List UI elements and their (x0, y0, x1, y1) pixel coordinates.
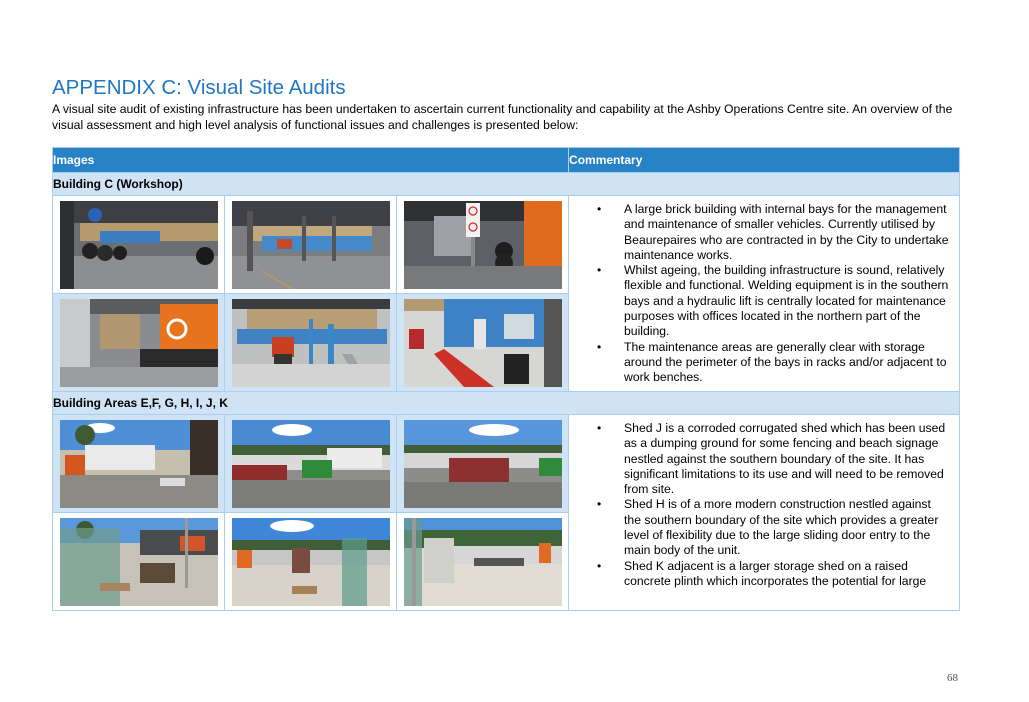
photo-cell (53, 294, 225, 392)
column-header-images: Images (53, 148, 569, 173)
yard-photo-1 (60, 420, 218, 508)
commentary-cell (569, 196, 960, 392)
section-row (53, 392, 960, 415)
workshop-photo-3 (404, 201, 562, 289)
photo-cell (53, 196, 225, 294)
commentary-list (569, 421, 949, 589)
commentary-bullet: • A large brick building with internal bays for the management and maintenance of smaller vehicles. Currently utilised by Beaurepaires who are contracted in by the City to undertake maintenance works. (624, 202, 949, 263)
commentary-list (569, 202, 949, 386)
photo-cell (397, 294, 569, 392)
commentary-cell (569, 415, 960, 611)
image-row (53, 196, 960, 294)
section-heading: Building Areas E,F, G, H, I, J, K (53, 392, 960, 415)
photo-cell (397, 513, 569, 611)
commentary-bullet: • Shed K adjacent is a larger storage shed on a raised concrete plinth which incorporates the potential for large (624, 559, 949, 590)
photo-cell (397, 196, 569, 294)
photo-cell (225, 294, 397, 392)
workshop-photo-2 (232, 201, 390, 289)
section-heading: Building C (Workshop) (53, 173, 960, 196)
workshop-photo-6 (404, 299, 562, 387)
table-header-row (53, 148, 960, 173)
yard-photo-6 (404, 518, 562, 606)
yard-photo-4 (60, 518, 218, 606)
photo-cell (397, 415, 569, 513)
page-number: 68 (947, 672, 958, 684)
yard-photo-2 (232, 420, 390, 508)
photo-cell (53, 513, 225, 611)
yard-photo-5 (232, 518, 390, 606)
commentary-bullet: • The maintenance areas are generally clear with storage around the perimeter of the bays in racks and/or adjacent to work benches. (624, 340, 949, 386)
workshop-photo-5 (232, 299, 390, 387)
photo-cell (53, 415, 225, 513)
workshop-photo-1 (60, 201, 218, 289)
photo-cell (225, 513, 397, 611)
commentary-bullet: • Whilst ageing, the building infrastructure is sound, relatively flexible and functional. Welding equipment is in the southern bays and a hydraulic lift is centrally located for maintenance purposes with offices located in the northern part of the building. (624, 263, 949, 339)
workshop-photo-4 (60, 299, 218, 387)
yard-photo-3 (404, 420, 562, 508)
column-header-commentary: Commentary (569, 148, 960, 173)
photo-cell (225, 415, 397, 513)
section-row (53, 173, 960, 196)
commentary-bullet: • Shed J is a corroded corrugated shed which has been used as a dumping ground for some fencing and beach signage nestled against the southern boundary of the site. It has significant limitations to its use and will need to be removed from site. (624, 421, 949, 497)
photo-cell (225, 196, 397, 294)
image-row (53, 415, 960, 513)
site-audit-table (52, 147, 960, 611)
commentary-bullet: • Shed H is of a more modern construction nestled against the southern boundary of the site which provides a greater level of flexibility due to the large sliding door entry to the main body of the unit. (624, 497, 949, 558)
intro-paragraph: A visual site audit of existing infrastructure has been undertaken to ascertain current functionality and capability at the Ashby Operations Centre site. An overview of the visual assessment and high level analysis of functional issues and challenges is presented below: (52, 102, 953, 132)
page-title: APPENDIX C: Visual Site Audits (52, 76, 346, 99)
